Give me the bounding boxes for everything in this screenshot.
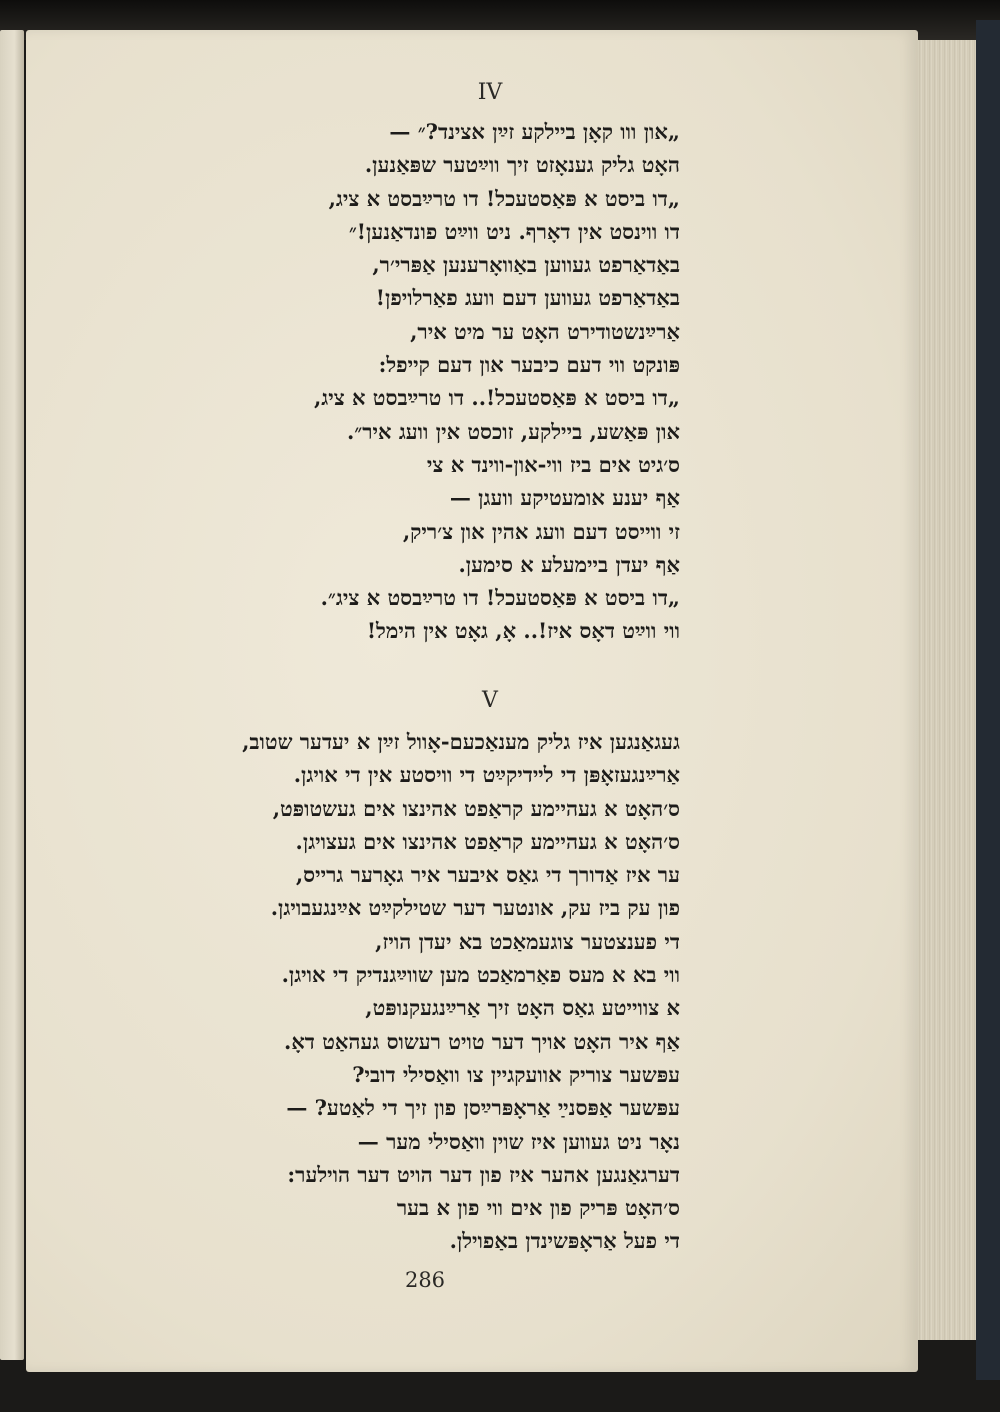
poem-line: און פּאַשע, ביילקע, זוכסט אין וועג איר״. bbox=[346, 418, 680, 444]
poem-line: פון עק ביז עק, אונטער דער שטילקײַט אײַנגעבויגן. bbox=[270, 895, 680, 921]
poem-line: ס׳גיט אים ביז ווי-און-ווינד א צי bbox=[426, 451, 680, 477]
poem-line: „דו ביסט א פּאַסטעכל!.. דו טרײַבסט א ציג, bbox=[313, 385, 680, 411]
poem-line: ווי בא א מעס פאַרמאַכט מען שווײַגנדיק די אויגן. bbox=[281, 962, 680, 988]
section-v-poem bbox=[242, 725, 680, 1258]
poem-line: „דו ביסט א פּאַסטעכל! דו טרײַבסט א ציג, bbox=[328, 185, 680, 211]
poem-line: דערגאַנגען אהער איז פון דער הויט דער הוילער: bbox=[287, 1161, 680, 1187]
poem-line: פּונקט ווי דעם כיבער און דעם קייפל: bbox=[378, 352, 680, 378]
poem-line: ער איז אַדורך די גאַס איבער איר גאָרער גרייס, bbox=[295, 862, 680, 888]
poem-line: אַרײַנגעזאָפּן די לײדיקײַט די וויסטע אין די אויגן. bbox=[293, 762, 680, 788]
poem-line: באַדאַרפט געווען דעם וועג פאַרלויפן! bbox=[375, 285, 680, 311]
poem-line: אַף יענע אומעטיקע וועגן — bbox=[449, 485, 680, 511]
poem-line: ווי ווײַט דאָס איז!.. אָ, גאָט אין הימל! bbox=[366, 618, 680, 644]
poem-line: באַדאַרפט געווען באַוואָרענען אַפּרי׳ר, bbox=[372, 252, 680, 278]
section-heading-iv: IV bbox=[477, 80, 503, 105]
section-heading-v: V bbox=[482, 688, 498, 713]
previous-page-edge bbox=[0, 30, 24, 1360]
poem-line: „דו ביסט א פּאַסטעכל! דו טרײַבסט א ציג״. bbox=[320, 585, 680, 611]
page-stack-edge bbox=[918, 40, 982, 1340]
poem-line: געגאַנגען איז גליק מענאַכעם-אָוול זײַן א יעדער שטוב, bbox=[242, 729, 680, 754]
poem-line: ס׳האָט פּריק פון אים ווי פון א בער bbox=[396, 1195, 680, 1221]
poem-line: א צווייטע גאַס האָט זיך אַרײַנגעקנופּט, bbox=[365, 995, 680, 1021]
poem-line: „און ווו קאָן ביילקע זײַן אצינד?״ — bbox=[389, 119, 680, 144]
page-number: 286 bbox=[404, 1268, 446, 1292]
poem-line: ס׳האָט א געהיימע קראַפט אהינצו אים געשטופּט, bbox=[272, 795, 680, 821]
poem-line: נאָר ניט געווען איז שוין וואַסילי מער — bbox=[357, 1128, 680, 1154]
book-cover-edge bbox=[976, 20, 1000, 1380]
poem-line: דו ווינסט אין דאָרף. ניט ווײַט פונדאַנען!״ bbox=[348, 218, 680, 244]
poem-line: די פענצטער צוגעמאַכט בא יעדן הויז, bbox=[375, 928, 680, 954]
poem-line: זי ווייסט דעם וועג אהין און צ׳ריק, bbox=[402, 518, 680, 544]
poem-line: עפּשער צוריק אוועקגיין צו וואַסילי דובי? bbox=[352, 1061, 680, 1087]
poem-line: ס׳האָט א געהיימע קראַפט אהינצו אים געצויגן. bbox=[295, 828, 680, 854]
poem-line: עפּשער אַפּסנײַ אַראָפּרײַסן פון זיך די לאַטע? — bbox=[286, 1095, 680, 1121]
poem-line: אַף איר האָט אויך דער טויט רעשוס געהאַט דאָ. bbox=[284, 1028, 680, 1054]
poem-line: האָט גליק גענאָזט זיך ווײַטער שפּאַנען. bbox=[364, 152, 680, 178]
poem-line: אַף יעדן ביימעלע א סימען. bbox=[458, 551, 680, 577]
poem-line: די פעל אַראָפּשינדן באַפוילן. bbox=[449, 1228, 680, 1254]
poem-line: אַרײַנשטודירט האָט ער מיט איר, bbox=[410, 318, 680, 344]
section-iv-poem bbox=[310, 115, 680, 648]
